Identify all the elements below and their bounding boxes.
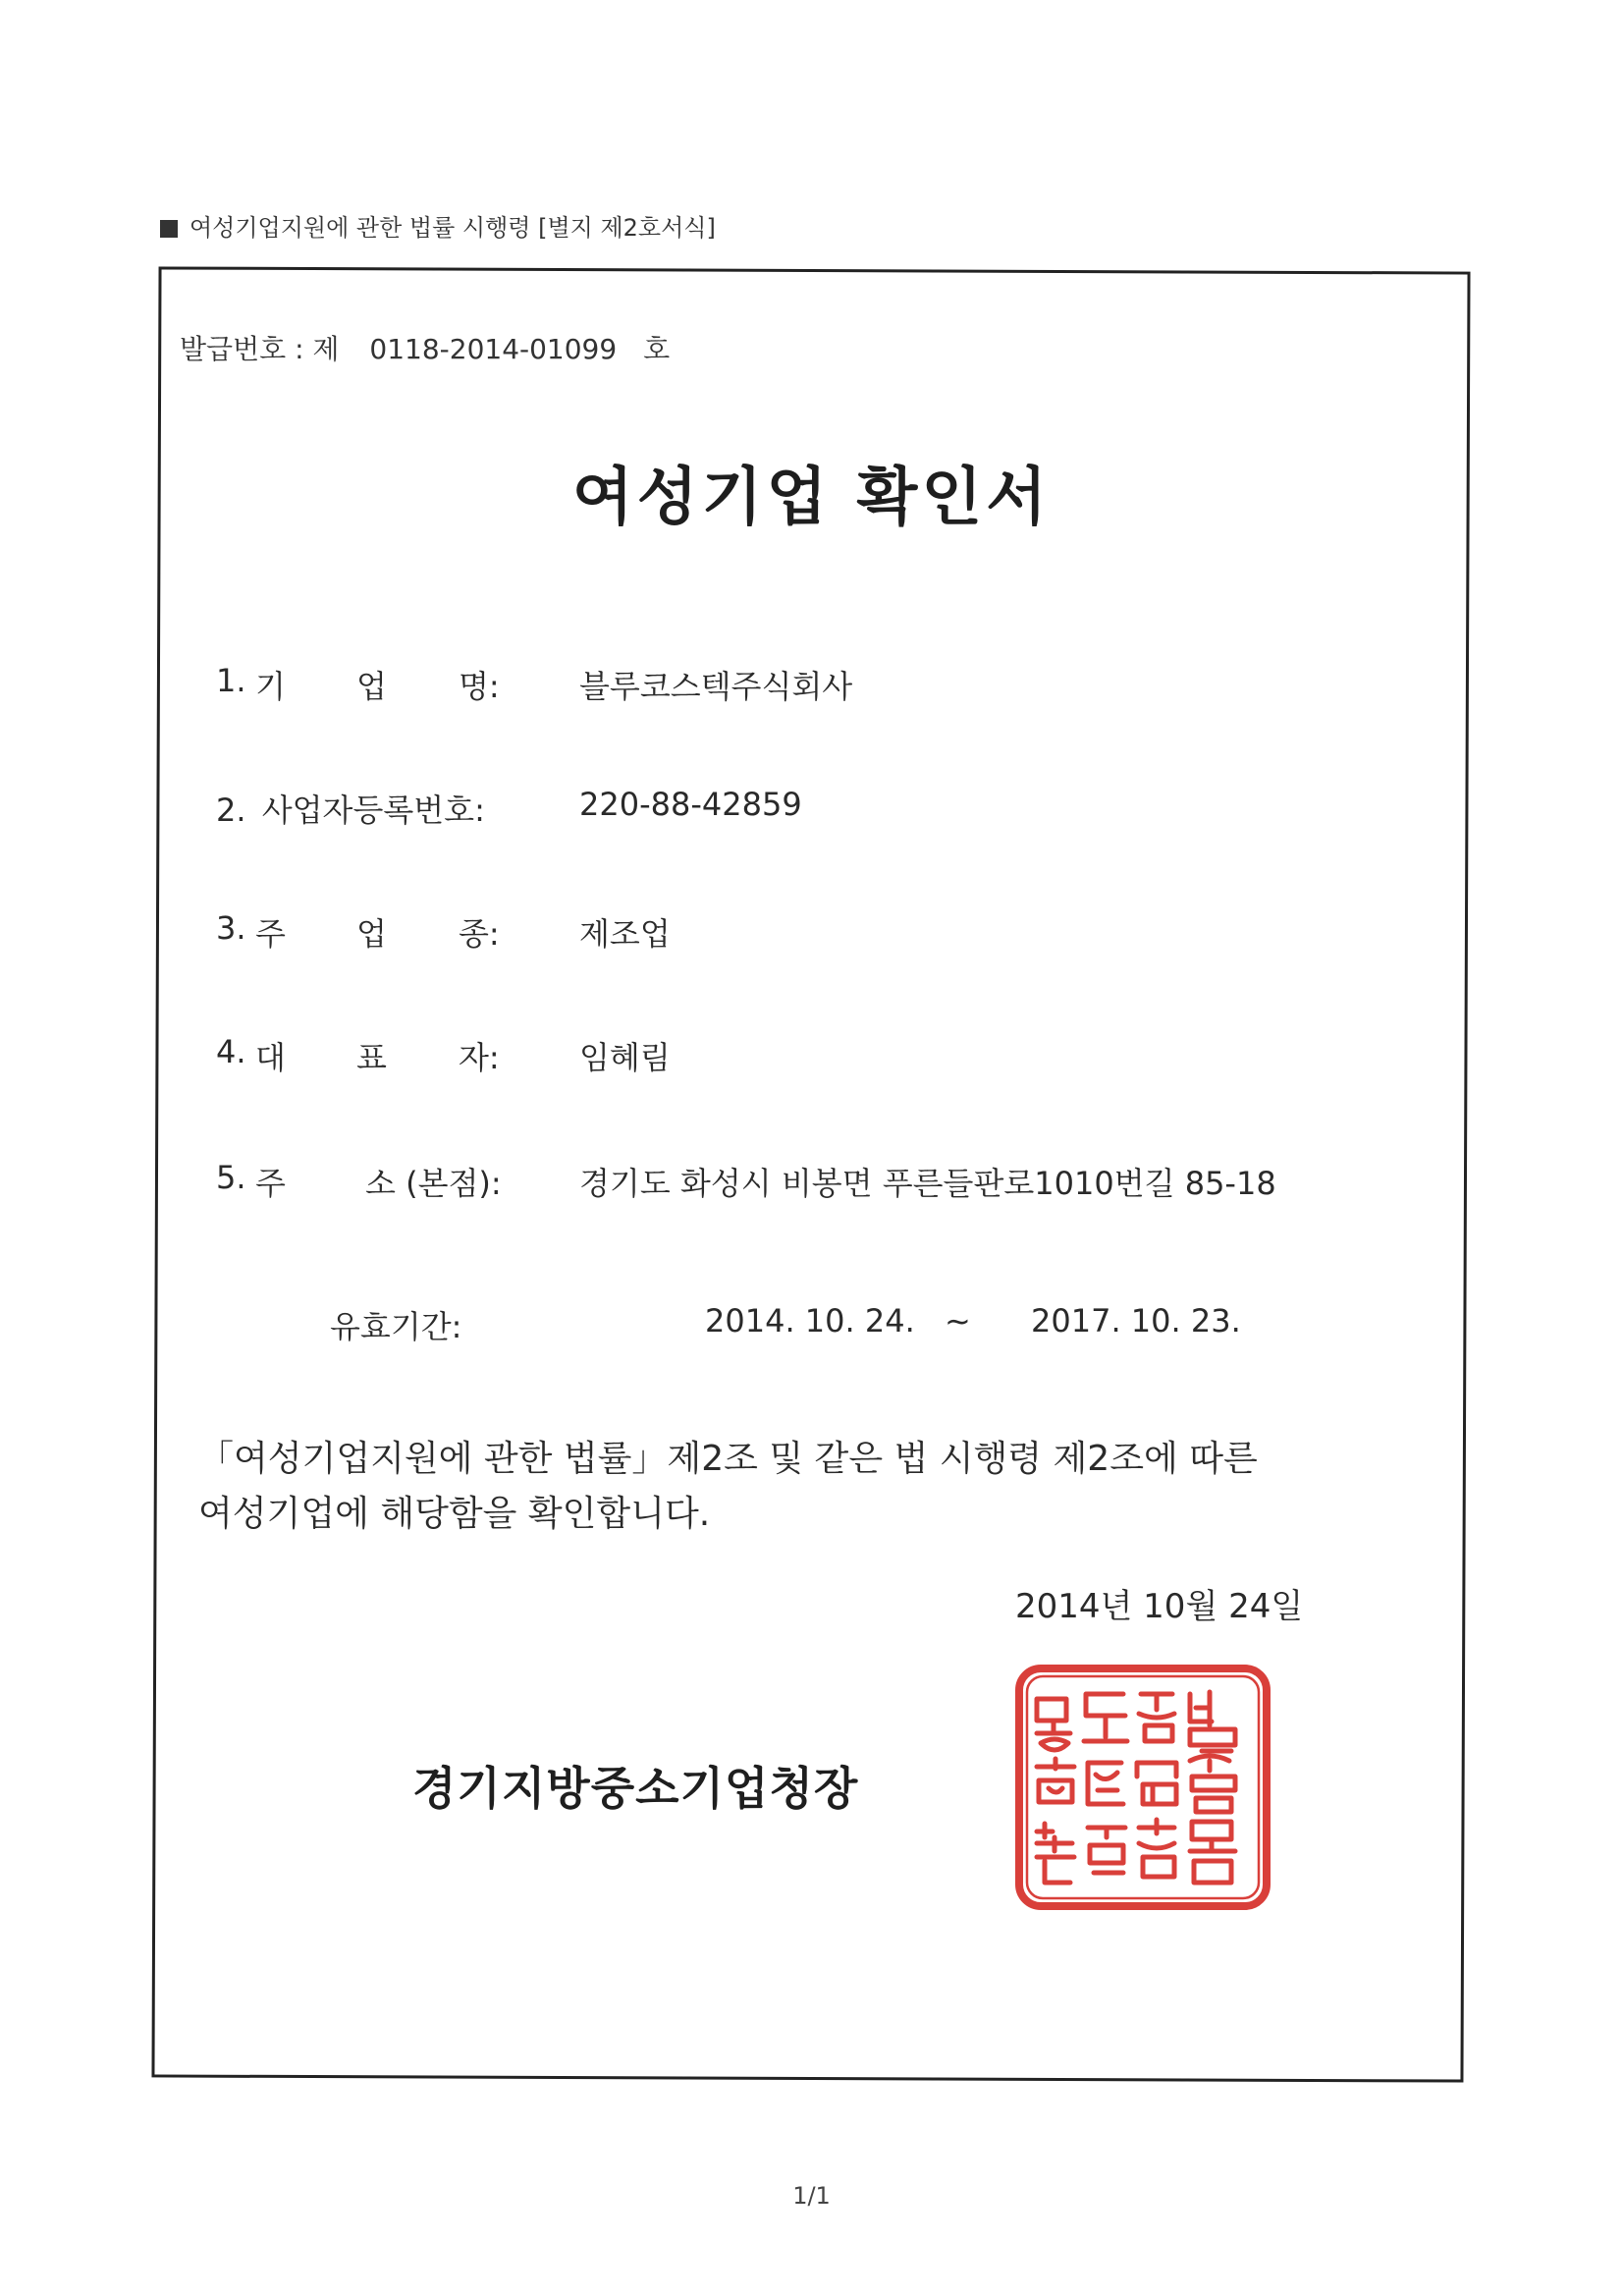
issue-number-suffix: 호 <box>643 333 671 365</box>
validity-end: 2017. 10. 23. <box>1031 1302 1241 1339</box>
field-address-label <box>216 1159 502 1202</box>
label-char: 종: <box>459 915 500 953</box>
field-representative-value: 임혜림 <box>579 1039 671 1076</box>
issue-number-label: 발급번호 : 제 <box>180 333 340 365</box>
field-company-name-label <box>216 662 500 705</box>
label-text: 사업자등록번호: <box>261 792 485 829</box>
statement-line-2: 여성기업에 해당함을 확인합니다. <box>198 1494 711 1534</box>
issue-date: 2014년 10월 24일 <box>1015 1587 1304 1626</box>
page-number: 1/1 <box>792 2182 831 2210</box>
label-char: 업 <box>356 915 387 953</box>
field-registration-label <box>216 786 485 831</box>
validity-label: 유효기간: <box>330 1308 462 1345</box>
field-number: 2. <box>216 792 246 829</box>
form-reference <box>160 208 716 243</box>
label-char: 대 <box>255 1039 286 1076</box>
square-bullet-icon <box>160 220 178 238</box>
validity-start: 2014. 10. 24. <box>705 1302 915 1339</box>
form-reference-text: 여성기업지원에 관한 법률 시행령 [별지 제2호서식] <box>189 214 716 242</box>
field-representative-label <box>216 1033 500 1076</box>
label-char: 자: <box>459 1039 500 1076</box>
label-char: 업 <box>356 668 387 705</box>
field-number: 1. <box>216 662 246 699</box>
issue-number-value: 0118-2014-01099 <box>369 333 618 365</box>
label-char: 표 <box>356 1039 387 1076</box>
label-char: 소 (본점): <box>365 1165 502 1202</box>
field-industry-value: 제조업 <box>579 915 671 953</box>
field-registration-value: 220-88-42859 <box>579 786 802 823</box>
field-industry-label <box>216 909 500 953</box>
official-seal-icon <box>1015 1665 1271 1910</box>
label-char: 명: <box>459 668 500 705</box>
statement-line-1: 「여성기업지원에 관한 법률」제2조 및 같은 법 시행령 제2조에 따른 <box>198 1439 1258 1479</box>
confirmation-statement <box>198 1432 1258 1542</box>
field-address-value: 경기도 화성시 비봉면 푸른들판로1010번길 85-18 <box>579 1165 1276 1202</box>
document-title: 여성기업 확인서 <box>571 462 1052 534</box>
label-char: 주 <box>255 1165 286 1202</box>
field-number: 5. <box>216 1159 246 1196</box>
issue-number <box>180 328 670 367</box>
field-number: 4. <box>216 1033 246 1070</box>
label-char: 주 <box>255 915 286 953</box>
label-char: 기 <box>255 668 286 705</box>
field-number: 3. <box>216 909 246 947</box>
validity-separator: ~ <box>945 1302 971 1339</box>
field-company-name-value: 블루코스텍주식회사 <box>579 668 853 705</box>
issuer-name: 경기지방중소기업청장 <box>412 1762 859 1815</box>
